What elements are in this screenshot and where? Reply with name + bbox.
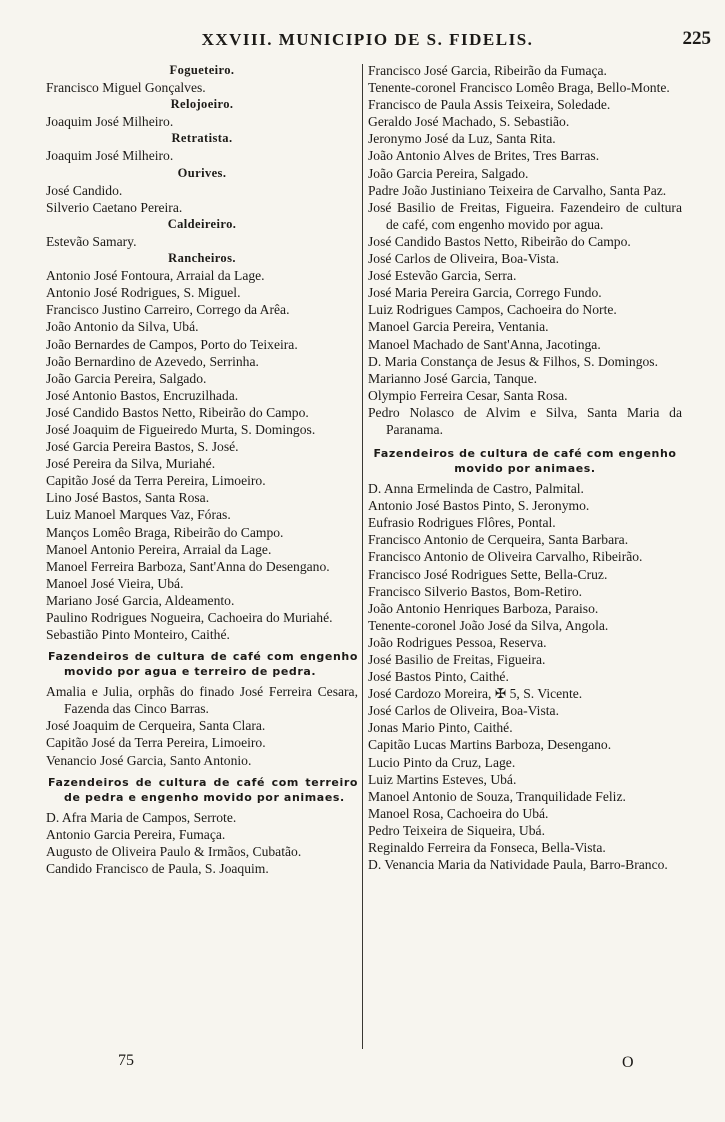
directory-entry: Marianno José Garcia, Tanque. xyxy=(368,370,538,386)
directory-entry: Capitão José da Terra Pereira, Limoeiro. xyxy=(46,473,266,489)
directory-entry: Manoel José Vieira, Ubá. xyxy=(46,575,184,591)
page-number: 225 xyxy=(682,28,711,49)
directory-entry: Manoel Rosa, Cachoeira do Ubá. xyxy=(368,805,549,821)
directory-entry: Manoel Garcia Pereira, Ventania. xyxy=(368,319,549,335)
directory-entry: Jonas Mario Pinto, Caithé. xyxy=(368,720,513,736)
directory-entry: D. Maria Constança de Jesus & Filhos, S. Domingos. xyxy=(368,353,658,369)
directory-entry: Antonio José Fontoura, Arraial da Lage. xyxy=(46,268,265,284)
directory-entry: José Joaquim de Figueiredo Murta, S. Domingos. xyxy=(46,421,316,437)
directory-entry: João Antonio Henriques Barboza, Paraiso. xyxy=(368,600,599,616)
signature-mark-right: O xyxy=(622,1054,634,1071)
directory-entry: José Pereira da Silva, Muriahé. xyxy=(46,456,216,472)
directory-entry: Estevão Samary. xyxy=(46,233,137,249)
directory-entry: Silverio Caetano Pereira. xyxy=(46,199,183,215)
directory-entry: Pedro Nolasco de Alvim e Silva, Santa Maria da Paranama. xyxy=(368,404,682,437)
directory-entry: Capitão José da Terra Pereira, Limoeiro. xyxy=(46,735,266,751)
directory-entry: Augusto de Oliveira Paulo & Irmãos, Cubatão. xyxy=(46,843,302,859)
directory-entry: José Basilio de Freitas, Figueira. xyxy=(368,652,546,667)
directory-entry: José Estevão Garcia, Serra. xyxy=(368,268,517,284)
directory-entry: José Candido Bastos Netto, Ribeirão do Campo. xyxy=(46,404,309,420)
directory-entry: Geraldo José Machado, S. Sebastião. xyxy=(368,114,570,130)
section-heading: Fazendeiros de cultura de café com engenho movido por agua e terreiro de pedra. xyxy=(48,650,358,679)
directory-entry: Manços Lomêo Braga, Ribeirão do Campo. xyxy=(46,524,284,540)
directory-entry: Sebastião Pinto Monteiro, Caithé. xyxy=(46,627,230,643)
directory-entry: Antonio José Rodrigues, S. Miguel. xyxy=(46,285,241,301)
directory-entry: Manoel Antonio de Souza, Tranquilidade Feliz. xyxy=(368,788,626,804)
directory-entry: Venancio José Garcia, Santo Antonio. xyxy=(46,752,252,768)
directory-entry: Mariano José Garcia, Aldeamento. xyxy=(46,592,235,608)
directory-entry: Tenente-coronel João José da Silva, Angola. xyxy=(368,617,609,633)
directory-entry: Francisco Silverio Bastos, Bom-Retiro. xyxy=(368,583,583,599)
directory-entry: Luiz Martins Esteves, Ubá. xyxy=(368,771,517,787)
section-heading: Rancheiros. xyxy=(168,251,236,266)
directory-entry: João Rodrigues Pessoa, Reserva. xyxy=(368,634,547,650)
directory-entry: Tenente-coronel Francisco Lomêo Braga, Bello-Monte. xyxy=(368,80,670,96)
directory-entry: Reginaldo Ferreira da Fonseca, Bella-Vista. xyxy=(368,840,606,856)
left-column xyxy=(46,62,358,877)
section-heading: Fogueteiro. xyxy=(169,63,235,77)
directory-entry: D. Venancia Maria da Natividade Paula, Barro-Branco. xyxy=(368,857,668,873)
section-heading: Caldeireiro. xyxy=(167,216,237,231)
directory-entry: José Bastos Pinto, Caithé. xyxy=(368,669,509,685)
directory-entry: José Antonio Bastos, Encruzilhada. xyxy=(46,387,239,403)
directory-entry: Jeronymo José da Luz, Santa Rita. xyxy=(368,131,556,147)
directory-entry: Francisco de Paula Assis Teixeira, Soledade. xyxy=(368,97,611,113)
directory-entry: Capitão Lucas Martins Barboza, Desengano. xyxy=(368,737,612,753)
directory-entry: Eufrasio Rodrigues Flôres, Pontal. xyxy=(368,515,556,531)
section-heading: Ourives. xyxy=(177,165,227,180)
directory-entry: Padre João Justiniano Teixeira de Carvalho, Santa Paz. xyxy=(368,182,667,198)
directory-entry: Amalia e Julia, orphãs do finado José Ferreira Cesara, Fazenda das Cinco Barras. xyxy=(46,684,358,717)
directory-entry: José Candido. xyxy=(46,182,123,198)
directory-entry: Francisco Justino Carreiro, Corrego da Arêa. xyxy=(46,302,290,318)
directory-entry: João Antonio da Silva, Ubá. xyxy=(46,319,199,335)
directory-entry: João Bernardes de Campos, Porto do Teixeira. xyxy=(46,336,298,352)
directory-entry: D. Anna Ermelinda de Castro, Palmital. xyxy=(368,481,584,497)
page-title: XXVIII. MUNICIPIO DE S. FIDELIS. xyxy=(201,30,534,49)
directory-entry: Lucio Pinto da Cruz, Lage. xyxy=(368,754,516,770)
directory-entry: José Carlos de Oliveira, Boa-Vista. xyxy=(368,703,559,719)
directory-entry: Joaquim José Milheiro. xyxy=(46,148,174,164)
directory-entry: João Garcia Pereira, Salgado. xyxy=(368,165,529,181)
directory-entry: Paulino Rodrigues Nogueira, Cachoeira do Muriahé. xyxy=(46,610,333,625)
directory-entry: Joaquim José Milheiro. xyxy=(46,114,174,130)
directory-entry: Luiz Rodrigues Campos, Cachoeira do Norte. xyxy=(368,302,617,318)
section-heading: Retratista. xyxy=(171,131,233,146)
section-heading: Fazendeiros de cultura de café com terreiro de pedra e engenho movido por animaes. xyxy=(48,775,358,804)
directory-entry: Manoel Antonio Pereira, Arraial da Lage. xyxy=(46,541,272,557)
directory-entry: Francisco Miguel Gonçalves. xyxy=(46,80,206,96)
directory-entry: Pedro Teixeira de Siqueira, Ubá. xyxy=(368,822,545,838)
directory-entry: João Antonio Alves de Brites, Tres Barras. xyxy=(368,148,600,164)
page-header xyxy=(40,30,715,56)
right-column xyxy=(368,62,682,873)
directory-entry: Manoel Ferreira Barboza, Sant'Anna do Desengano. xyxy=(46,558,330,574)
directory-entry: Francisco José Garcia, Ribeirão da Fumaça. xyxy=(368,63,607,78)
directory-entry: Francisco José Rodrigues Sette, Bella-Cruz. xyxy=(368,566,608,582)
directory-entry: João Bernardino de Azevedo, Serrinha. xyxy=(46,353,259,369)
directory-entry: José Basilio de Freitas, Figueira. Fazendeiro de cultura de café, com engenho movido por agua. xyxy=(368,199,682,232)
section-heading: Fazendeiros de cultura de café com engenho movido por animaes. xyxy=(373,447,677,476)
directory-entry: José Joaquim de Cerqueira, Santa Clara. xyxy=(46,718,266,734)
directory-entry: Antonio José Bastos Pinto, S. Jeronymo. xyxy=(368,498,590,514)
directory-entry: Francisco Antonio de Oliveira Carvalho, Ribeirão. xyxy=(368,549,643,565)
signature-mark-left: 75 xyxy=(118,1052,134,1069)
directory-entry: José Garcia Pereira Bastos, S. José. xyxy=(46,439,239,455)
section-heading: Relojoeiro. xyxy=(170,97,234,112)
directory-entry: Olympio Ferreira Cesar, Santa Rosa. xyxy=(368,387,568,403)
directory-entry: Manoel Machado de Sant'Anna, Jacotinga. xyxy=(368,336,601,352)
directory-entry: Antonio Garcia Pereira, Fumaça. xyxy=(46,826,226,842)
directory-entry: Francisco Antonio de Cerqueira, Santa Barbara. xyxy=(368,532,629,548)
directory-entry: José Carlos de Oliveira, Boa-Vista. xyxy=(368,251,559,267)
directory-entry: João Garcia Pereira, Salgado. xyxy=(46,370,207,386)
directory-entry: Lino José Bastos, Santa Rosa. xyxy=(46,490,210,506)
directory-entry: Candido Francisco de Paula, S. Joaquim. xyxy=(46,860,269,876)
column-divider xyxy=(362,64,363,1049)
directory-entry: Luiz Manoel Marques Vaz, Fóras. xyxy=(46,507,231,523)
directory-entry: José Candido Bastos Netto, Ribeirão do Campo. xyxy=(368,233,631,249)
directory-entry: José Cardozo Moreira, ✠ 5, S. Vicente. xyxy=(368,686,583,702)
directory-entry: José Maria Pereira Garcia, Corrego Fundo. xyxy=(368,285,602,301)
directory-entry: D. Afra Maria de Campos, Serrote. xyxy=(46,809,237,825)
